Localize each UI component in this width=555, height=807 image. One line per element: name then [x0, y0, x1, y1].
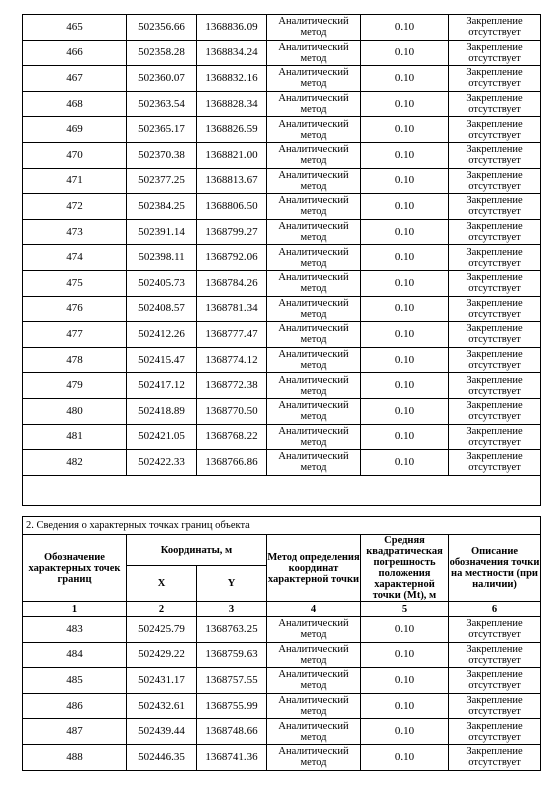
table-row: [23, 668, 541, 694]
x-coordinate: 502422.33: [127, 450, 197, 476]
table-footer-spacer: [23, 475, 541, 505]
fixing-description: Закрепление отсутствует: [449, 142, 541, 168]
table-row: [23, 347, 541, 373]
error-value: 0.10: [361, 719, 449, 745]
error-value: 0.10: [361, 398, 449, 424]
y-coordinate: 1368821.00: [197, 142, 267, 168]
error-value: 0.10: [361, 270, 449, 296]
point-number: 473: [23, 219, 127, 245]
x-coordinate: 502439.44: [127, 719, 197, 745]
error-value: 0.10: [361, 744, 449, 770]
point-number: 486: [23, 693, 127, 719]
fixing-description: Закрепление отсутствует: [449, 668, 541, 694]
x-coordinate: 502425.79: [127, 617, 197, 643]
error-value: 0.10: [361, 693, 449, 719]
y-coordinate: 1368766.86: [197, 450, 267, 476]
fixing-description: Закрепление отсутствует: [449, 744, 541, 770]
table-row: [23, 450, 541, 476]
table-row: [23, 66, 541, 92]
point-number: 466: [23, 40, 127, 66]
method-cell: Аналитический метод: [267, 424, 361, 450]
column-number: 2: [127, 602, 197, 617]
table-row: [23, 398, 541, 424]
y-coordinate: 1368832.16: [197, 66, 267, 92]
method-cell: Аналитический метод: [267, 168, 361, 194]
header-y: Y: [197, 566, 267, 602]
header-error: Средняя квадратическая погрешность положения характерной точки (Mt), м: [361, 535, 449, 602]
x-coordinate: 502429.22: [127, 642, 197, 668]
method-cell: Аналитический метод: [267, 15, 361, 41]
y-coordinate: 1368757.55: [197, 668, 267, 694]
table-row: [23, 744, 541, 770]
y-coordinate: 1368741.36: [197, 744, 267, 770]
x-coordinate: 502365.17: [127, 117, 197, 143]
y-coordinate: 1368834.24: [197, 40, 267, 66]
error-value: 0.10: [361, 322, 449, 348]
point-number: 488: [23, 744, 127, 770]
fixing-description: Закрепление отсутствует: [449, 450, 541, 476]
point-number: 471: [23, 168, 127, 194]
y-coordinate: 1368772.38: [197, 373, 267, 399]
boundary-points-body: [23, 617, 541, 771]
x-coordinate: 502391.14: [127, 219, 197, 245]
y-coordinate: 1368770.50: [197, 398, 267, 424]
fixing-description: Закрепление отсутствует: [449, 117, 541, 143]
point-number: 478: [23, 347, 127, 373]
point-number: 480: [23, 398, 127, 424]
error-value: 0.10: [361, 296, 449, 322]
fixing-description: Закрепление отсутствует: [449, 296, 541, 322]
table-row: [23, 15, 541, 41]
x-coordinate: 502356.66: [127, 15, 197, 41]
y-coordinate: 1368759.63: [197, 642, 267, 668]
method-cell: Аналитический метод: [267, 693, 361, 719]
fixing-description: Закрепление отсутствует: [449, 270, 541, 296]
y-coordinate: 1368813.67: [197, 168, 267, 194]
table-row: [23, 322, 541, 348]
point-number: 485: [23, 668, 127, 694]
method-cell: Аналитический метод: [267, 373, 361, 399]
column-number: 3: [197, 602, 267, 617]
method-cell: Аналитический метод: [267, 719, 361, 745]
y-coordinate: 1368768.22: [197, 424, 267, 450]
table-row: [23, 245, 541, 271]
method-cell: Аналитический метод: [267, 398, 361, 424]
y-coordinate: 1368784.26: [197, 270, 267, 296]
error-value: 0.10: [361, 347, 449, 373]
x-coordinate: 502418.89: [127, 398, 197, 424]
error-value: 0.10: [361, 373, 449, 399]
point-number: 470: [23, 142, 127, 168]
point-number: 487: [23, 719, 127, 745]
table-row: [23, 91, 541, 117]
x-coordinate: 502421.05: [127, 424, 197, 450]
error-value: 0.10: [361, 66, 449, 92]
fixing-description: Закрепление отсутствует: [449, 373, 541, 399]
fixing-description: Закрепление отсутствует: [449, 424, 541, 450]
y-coordinate: 1368806.50: [197, 194, 267, 220]
fixing-description: Закрепление отсутствует: [449, 66, 541, 92]
table-row: [23, 642, 541, 668]
y-coordinate: 1368755.99: [197, 693, 267, 719]
points-table-continued: [22, 14, 541, 506]
point-number: 469: [23, 117, 127, 143]
table-row: [23, 693, 541, 719]
method-cell: Аналитический метод: [267, 450, 361, 476]
boundary-points-table: [22, 516, 541, 771]
fixing-description: Закрепление отсутствует: [449, 398, 541, 424]
y-coordinate: 1368828.34: [197, 91, 267, 117]
point-number: 468: [23, 91, 127, 117]
error-value: 0.10: [361, 117, 449, 143]
method-cell: Аналитический метод: [267, 117, 361, 143]
point-number: 479: [23, 373, 127, 399]
x-coordinate: 502384.25: [127, 194, 197, 220]
y-coordinate: 1368826.59: [197, 117, 267, 143]
table-row: [23, 424, 541, 450]
point-number: 467: [23, 66, 127, 92]
column-number: 5: [361, 602, 449, 617]
method-cell: Аналитический метод: [267, 245, 361, 271]
error-value: 0.10: [361, 168, 449, 194]
error-value: 0.10: [361, 642, 449, 668]
method-cell: Аналитический метод: [267, 296, 361, 322]
error-value: 0.10: [361, 219, 449, 245]
x-coordinate: 502432.61: [127, 693, 197, 719]
table-row: [23, 373, 541, 399]
point-number: 483: [23, 617, 127, 643]
table-row: [23, 219, 541, 245]
error-value: 0.10: [361, 245, 449, 271]
fixing-description: Закрепление отсутствует: [449, 642, 541, 668]
header-description: Описание обозначения точки на местности (при наличии): [449, 535, 541, 602]
fixing-description: Закрепление отсутствует: [449, 40, 541, 66]
section-title: 2. Сведения о характерных точках границ объекта: [23, 517, 541, 535]
method-cell: Аналитический метод: [267, 270, 361, 296]
header-method: Метод определения координат характерной точки: [267, 535, 361, 602]
y-coordinate: 1368763.25: [197, 617, 267, 643]
table-row: [23, 117, 541, 143]
method-cell: Аналитический метод: [267, 347, 361, 373]
error-value: 0.10: [361, 91, 449, 117]
fixing-description: Закрепление отсутствует: [449, 194, 541, 220]
table-row: [23, 142, 541, 168]
method-cell: Аналитический метод: [267, 668, 361, 694]
y-coordinate: 1368836.09: [197, 15, 267, 41]
point-number: 465: [23, 15, 127, 41]
table-row: [23, 617, 541, 643]
method-cell: Аналитический метод: [267, 91, 361, 117]
fixing-description: Закрепление отсутствует: [449, 15, 541, 41]
y-coordinate: 1368792.06: [197, 245, 267, 271]
column-number: 1: [23, 602, 127, 617]
header-designation: Обозначение характерных точек границ: [23, 535, 127, 602]
point-number: 476: [23, 296, 127, 322]
column-number: 4: [267, 602, 361, 617]
points-table-body: [23, 15, 541, 476]
point-number: 481: [23, 424, 127, 450]
table-row: [23, 270, 541, 296]
error-value: 0.10: [361, 668, 449, 694]
point-number: 484: [23, 642, 127, 668]
table-row: [23, 40, 541, 66]
y-coordinate: 1368781.34: [197, 296, 267, 322]
x-coordinate: 502417.12: [127, 373, 197, 399]
fixing-description: Закрепление отсутствует: [449, 91, 541, 117]
table-row: [23, 168, 541, 194]
method-cell: Аналитический метод: [267, 40, 361, 66]
y-coordinate: 1368799.27: [197, 219, 267, 245]
y-coordinate: 1368774.12: [197, 347, 267, 373]
x-coordinate: 502398.11: [127, 245, 197, 271]
y-coordinate: 1368748.66: [197, 719, 267, 745]
method-cell: Аналитический метод: [267, 744, 361, 770]
x-coordinate: 502360.07: [127, 66, 197, 92]
method-cell: Аналитический метод: [267, 219, 361, 245]
x-coordinate: 502358.28: [127, 40, 197, 66]
x-coordinate: 502415.47: [127, 347, 197, 373]
fixing-description: Закрепление отсутствует: [449, 322, 541, 348]
method-cell: Аналитический метод: [267, 66, 361, 92]
method-cell: Аналитический метод: [267, 322, 361, 348]
point-number: 477: [23, 322, 127, 348]
header-coordinates: Координаты, м: [127, 535, 267, 566]
method-cell: Аналитический метод: [267, 194, 361, 220]
fixing-description: Закрепление отсутствует: [449, 693, 541, 719]
table-row: [23, 194, 541, 220]
header-x: X: [127, 566, 197, 602]
error-value: 0.10: [361, 142, 449, 168]
table-row: [23, 296, 541, 322]
x-coordinate: 502363.54: [127, 91, 197, 117]
fixing-description: Закрепление отсутствует: [449, 617, 541, 643]
x-coordinate: 502408.57: [127, 296, 197, 322]
fixing-description: Закрепление отсутствует: [449, 347, 541, 373]
column-number: 6: [449, 602, 541, 617]
fixing-description: Закрепление отсутствует: [449, 245, 541, 271]
fixing-description: Закрепление отсутствует: [449, 719, 541, 745]
error-value: 0.10: [361, 194, 449, 220]
x-coordinate: 502431.17: [127, 668, 197, 694]
x-coordinate: 502377.25: [127, 168, 197, 194]
point-number: 474: [23, 245, 127, 271]
error-value: 0.10: [361, 40, 449, 66]
x-coordinate: 502412.26: [127, 322, 197, 348]
x-coordinate: 502446.35: [127, 744, 197, 770]
table-row: [23, 719, 541, 745]
point-number: 475: [23, 270, 127, 296]
x-coordinate: 502370.38: [127, 142, 197, 168]
fixing-description: Закрепление отсутствует: [449, 219, 541, 245]
y-coordinate: 1368777.47: [197, 322, 267, 348]
error-value: 0.10: [361, 617, 449, 643]
error-value: 0.10: [361, 15, 449, 41]
method-cell: Аналитический метод: [267, 142, 361, 168]
point-number: 482: [23, 450, 127, 476]
method-cell: Аналитический метод: [267, 617, 361, 643]
x-coordinate: 502405.73: [127, 270, 197, 296]
point-number: 472: [23, 194, 127, 220]
method-cell: Аналитический метод: [267, 642, 361, 668]
error-value: 0.10: [361, 424, 449, 450]
error-value: 0.10: [361, 450, 449, 476]
fixing-description: Закрепление отсутствует: [449, 168, 541, 194]
